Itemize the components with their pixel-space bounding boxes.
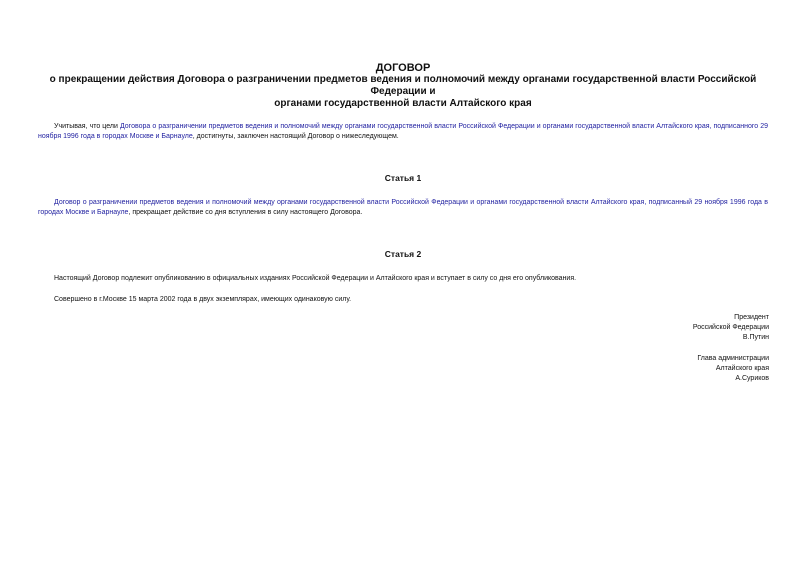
article-2-paragraph-1: Настоящий Договор подлежит опубликованию в официальных изданиях Российской Федерации и Алтайского края и вступает в силу со дня его опубликования.: [54, 275, 577, 282]
subtitle-line-2: органами государственной власти Алтайского края: [274, 98, 532, 109]
signature-president: [693, 313, 769, 343]
document-subtitle: [38, 74, 768, 110]
preamble-paragraph: [38, 122, 768, 142]
article-1-heading: Статья 1: [384, 173, 422, 183]
signature-president-title: Президент: [734, 314, 769, 321]
signature-governor-name: А.Суриков: [735, 375, 769, 382]
signature-president-country: Российской Федерации: [692, 324, 769, 331]
signature-governor-title: Глава администрации: [697, 355, 769, 362]
article-2-paragraph-2: Совершено в г.Москве 15 марта 2002 года в двух экземплярах, имеющих одинаковую силу.: [54, 296, 352, 303]
signature-governor: [697, 354, 769, 384]
subtitle-line-1: о прекращении действия Договора о разграничении предметов ведения и полномочий между органами государственной власти Российской Федерации и: [49, 74, 757, 97]
article-2-heading: Статья 2: [384, 249, 422, 259]
preamble-end: , достигнуты, заключен настоящий Договор о нижеследующем.: [192, 133, 399, 140]
document-title: ДОГОВОР: [375, 62, 431, 74]
article-1-paragraph: [38, 198, 768, 218]
article-1-end: , прекращает действие со дня вступления в силу настоящего Договора.: [128, 209, 363, 216]
signature-president-name: В.Путин: [742, 334, 769, 341]
signature-governor-region: Алтайского края: [715, 365, 769, 372]
article-1-treaty-link[interactable]: Договор о разграничении предметов ведения и полномочий между органами государственной власти Российской Федерации и органами государственной власти Алтайского края, подписанный 29 ноября 1996 года в городах Москве и Барнауле: [38, 199, 768, 216]
preamble-treaty-link[interactable]: Договора о разграничении предметов ведения и полномочий между органами государственной власти Российской Федерации и органами государственной власти Алтайского края, подписанного 29 ноября 1996 года в городах Москве и Барнауле: [38, 123, 768, 140]
document-body: [38, 62, 768, 305]
preamble-start: Учитывая, что цели: [54, 123, 120, 130]
